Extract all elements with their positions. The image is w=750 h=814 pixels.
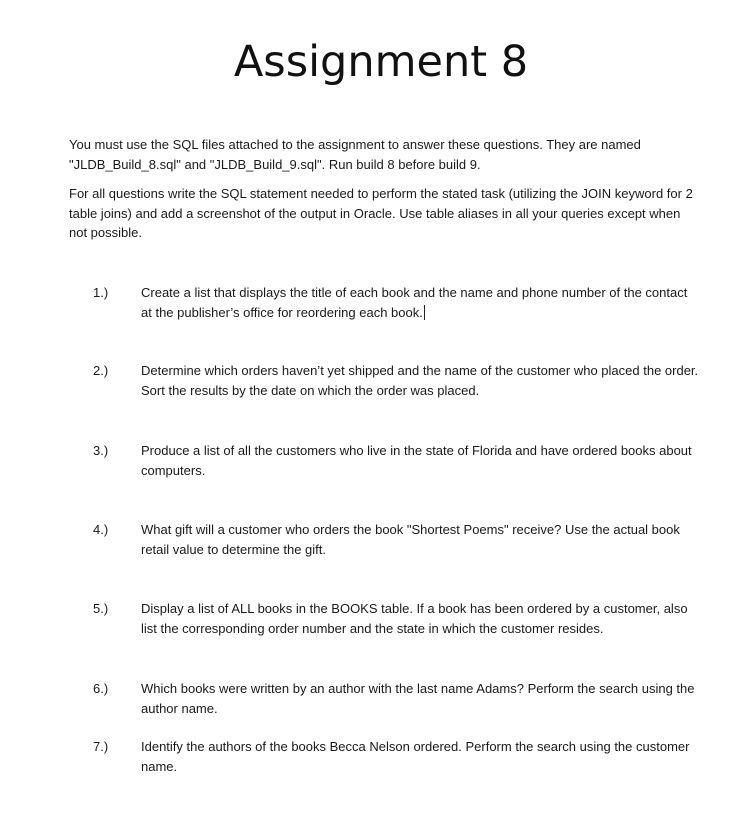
question-number: 4.) <box>93 522 109 537</box>
question-text: Determine which orders haven’t yet shipped and the name of the customer who placed the order. Sort the results by the date on which the order was placed. <box>141 363 699 398</box>
question-number: 1.) <box>93 285 109 300</box>
question-number: 5.) <box>93 601 109 616</box>
question-text: Which books were written by an author with the last name Adams? Perform the search using the author name. <box>141 681 695 716</box>
question-number: 6.) <box>93 681 109 696</box>
question-text[interactable] <box>141 283 701 322</box>
question-number: 7.) <box>93 739 109 754</box>
intro-paragraph-2: For all questions write the SQL statement needed to perform the stated task (utilizing the JOIN keyword for 2 table joins) and add a screenshot of the output in Oracle. Use table aliases in all your queries except when not possible. <box>69 186 693 240</box>
question-text: Display a list of ALL books in the BOOKS table. If a book has been ordered by a customer, also list the corresponding order number and the state in which the customer resides. <box>141 601 688 636</box>
question-text: What gift will a customer who orders the book "Shortest Poems" receive? Use the actual book retail value to determine the gift. <box>141 522 680 557</box>
intro-paragraph-1: You must use the SQL files attached to the assignment to answer these questions. They are named "JLDB_Build_8.sql" and "JLDB_Build_9.sql". Run build 8 before build 9. <box>69 137 641 172</box>
question-number: 2.) <box>93 363 109 378</box>
question-text: Produce a list of all the customers who live in the state of Florida and have ordered books about computers. <box>141 443 692 478</box>
text-cursor <box>424 305 425 320</box>
question-text-content: Create a list that displays the title of each book and the name and phone number of the contact at the publisher’s office for reordering each book. <box>141 285 688 320</box>
question-text: Identify the authors of the books Becca Nelson ordered. Perform the search using the customer name. <box>141 739 690 774</box>
question-number: 3.) <box>93 443 109 458</box>
document-title: Assignment 8 <box>233 37 529 87</box>
